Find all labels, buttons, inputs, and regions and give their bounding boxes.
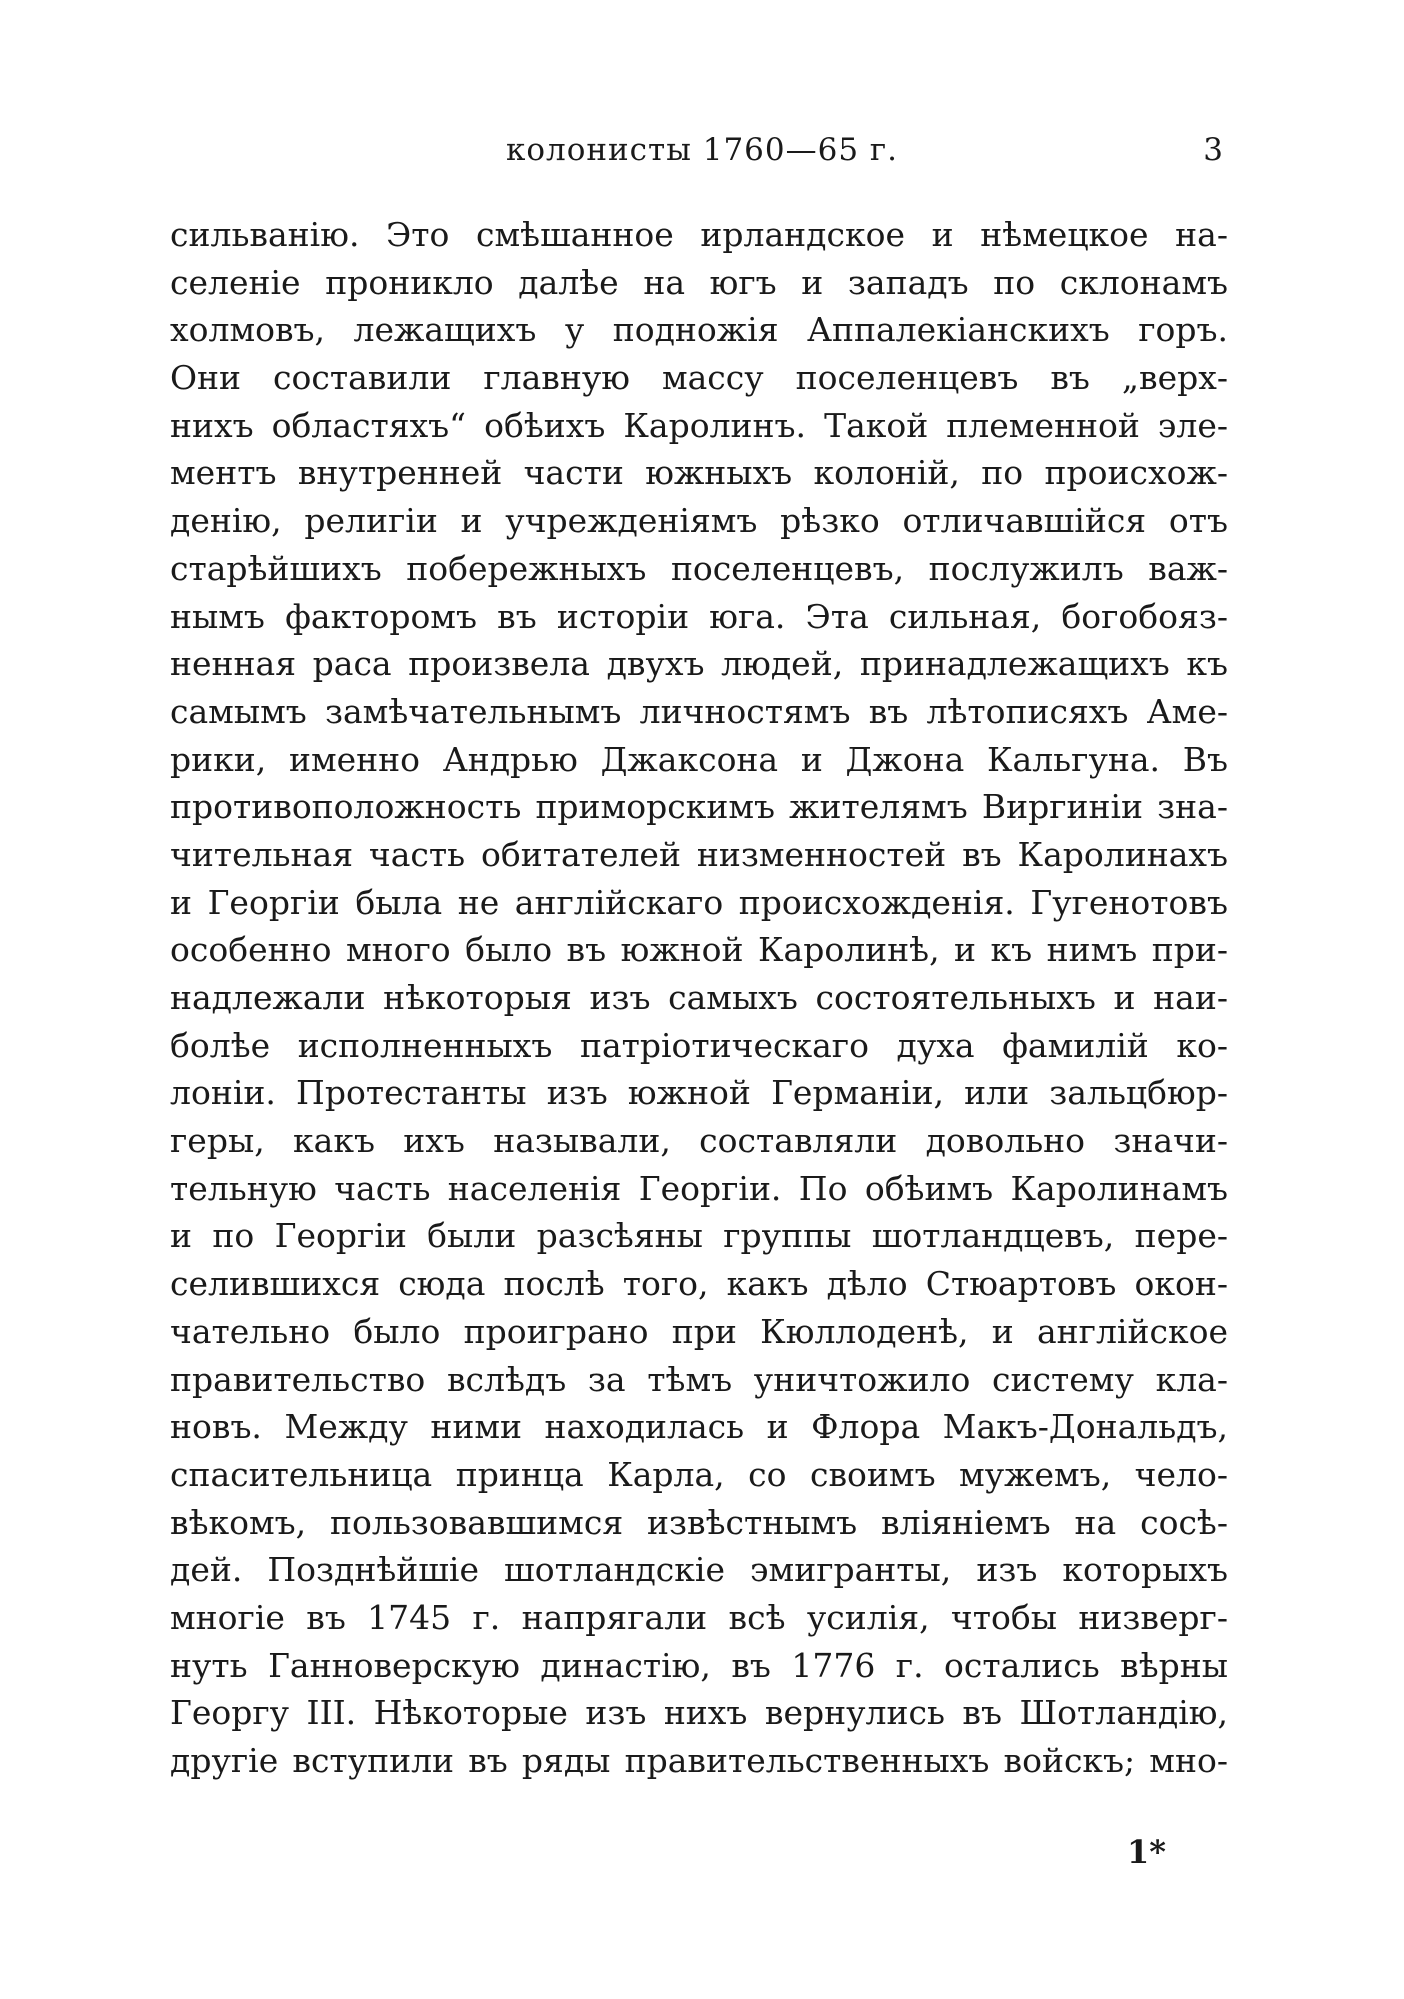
text-line: новъ. Между ними находилась и Флора Макъ-Дональдъ, bbox=[170, 1407, 1228, 1447]
signature-mark: 1* bbox=[1127, 1833, 1166, 1871]
text-line: вѣкомъ, пользовавшимся извѣстнымъ вліяніемъ на сосѣ- bbox=[170, 1502, 1228, 1542]
text-line: селеніе проникло далѣе на югъ и западъ по склонамъ bbox=[170, 262, 1228, 302]
text-line: другіе вступили въ ряды правительственныхъ войскъ; мно- bbox=[170, 1741, 1228, 1780]
body-text bbox=[170, 211, 1228, 1785]
text-line: многіе въ 1745 г. напрягали всѣ усилія, чтобы низверг- bbox=[170, 1597, 1228, 1637]
page-number: 3 bbox=[1203, 132, 1223, 168]
running-head bbox=[0, 128, 1404, 172]
text-line: рики, именно Андрью Джаксона и Джона Кальгуна. Въ bbox=[170, 739, 1228, 779]
text-line: холмовъ, лежащихъ у подножія Аппалекіанскихъ горъ. bbox=[170, 310, 1228, 350]
text-line: и Георгіи была не англійскаго происхожденія. Гугенотовъ bbox=[170, 882, 1228, 922]
text-line: нихъ областяхъ“ обѣихъ Каролинъ. Такой племенной эле- bbox=[170, 405, 1228, 445]
text-line: ментъ внутренней части южныхъ колоній, по происхож- bbox=[170, 453, 1228, 493]
text-line: правительство вслѣдъ за тѣмъ уничтожило систему кла- bbox=[170, 1359, 1228, 1399]
text-line: особенно много было въ южной Каролинѣ, и къ нимъ при- bbox=[170, 930, 1228, 970]
text-line: Они составили главную массу поселенцевъ въ „верх- bbox=[170, 358, 1228, 398]
text-line: нуть Ганноверскую династію, въ 1776 г. остались вѣрны bbox=[170, 1645, 1228, 1685]
text-line: нымъ факторомъ въ исторіи юга. Эта сильная, богобояз- bbox=[170, 596, 1228, 636]
text-line: надлежали нѣкоторыя изъ самыхъ состоятельныхъ и наи- bbox=[170, 978, 1228, 1017]
text-line: лоніи. Протестанты изъ южной Германіи, или зальцбюр- bbox=[170, 1073, 1228, 1113]
text-line: тельную часть населенія Георгіи. По обѣимъ Каролинамъ bbox=[170, 1168, 1228, 1208]
text-line: сильванію. Это смѣшанное ирландское и нѣмецкое на- bbox=[170, 215, 1228, 254]
text-line: Георгу III. Нѣкоторые изъ нихъ вернулись въ Шотландію, bbox=[170, 1693, 1228, 1733]
text-line: дей. Позднѣйшіе шотландскіе эмигранты, изъ которыхъ bbox=[170, 1550, 1228, 1590]
text-line: противоположность приморскимъ жителямъ Виргиніи зна- bbox=[170, 787, 1228, 827]
text-line: болѣе исполненныхъ патріотическаго духа фамилій ко- bbox=[170, 1025, 1228, 1065]
text-line: селившихся сюда послѣ того, какъ дѣло Стюартовъ окон- bbox=[170, 1264, 1228, 1304]
text-line: денію, религіи и учрежденіямъ рѣзко отличавшійся отъ bbox=[170, 501, 1228, 541]
text-line: чательно было проиграно при Кюллоденѣ, и англійское bbox=[170, 1311, 1228, 1351]
text-line: старѣйшихъ побережныхъ поселенцевъ, послужилъ важ- bbox=[170, 548, 1228, 588]
text-line: ненная раса произвела двухъ людей, принадлежащихъ къ bbox=[170, 644, 1228, 684]
text-line: геры, какъ ихъ называли, составляли довольно значи- bbox=[170, 1121, 1228, 1161]
text-line: спасительница принца Карла, со своимъ мужемъ, чело- bbox=[170, 1454, 1228, 1494]
text-line: чительная часть обитателей низменностей въ Каролинахъ bbox=[170, 834, 1228, 874]
text-line: самымъ замѣчательнымъ личностямъ въ лѣтописяхъ Аме- bbox=[170, 691, 1228, 731]
running-title: колонисты 1760—65 г. bbox=[505, 132, 899, 168]
text-line: и по Георгіи были разсѣяны группы шотландцевъ, пере- bbox=[170, 1216, 1228, 1256]
